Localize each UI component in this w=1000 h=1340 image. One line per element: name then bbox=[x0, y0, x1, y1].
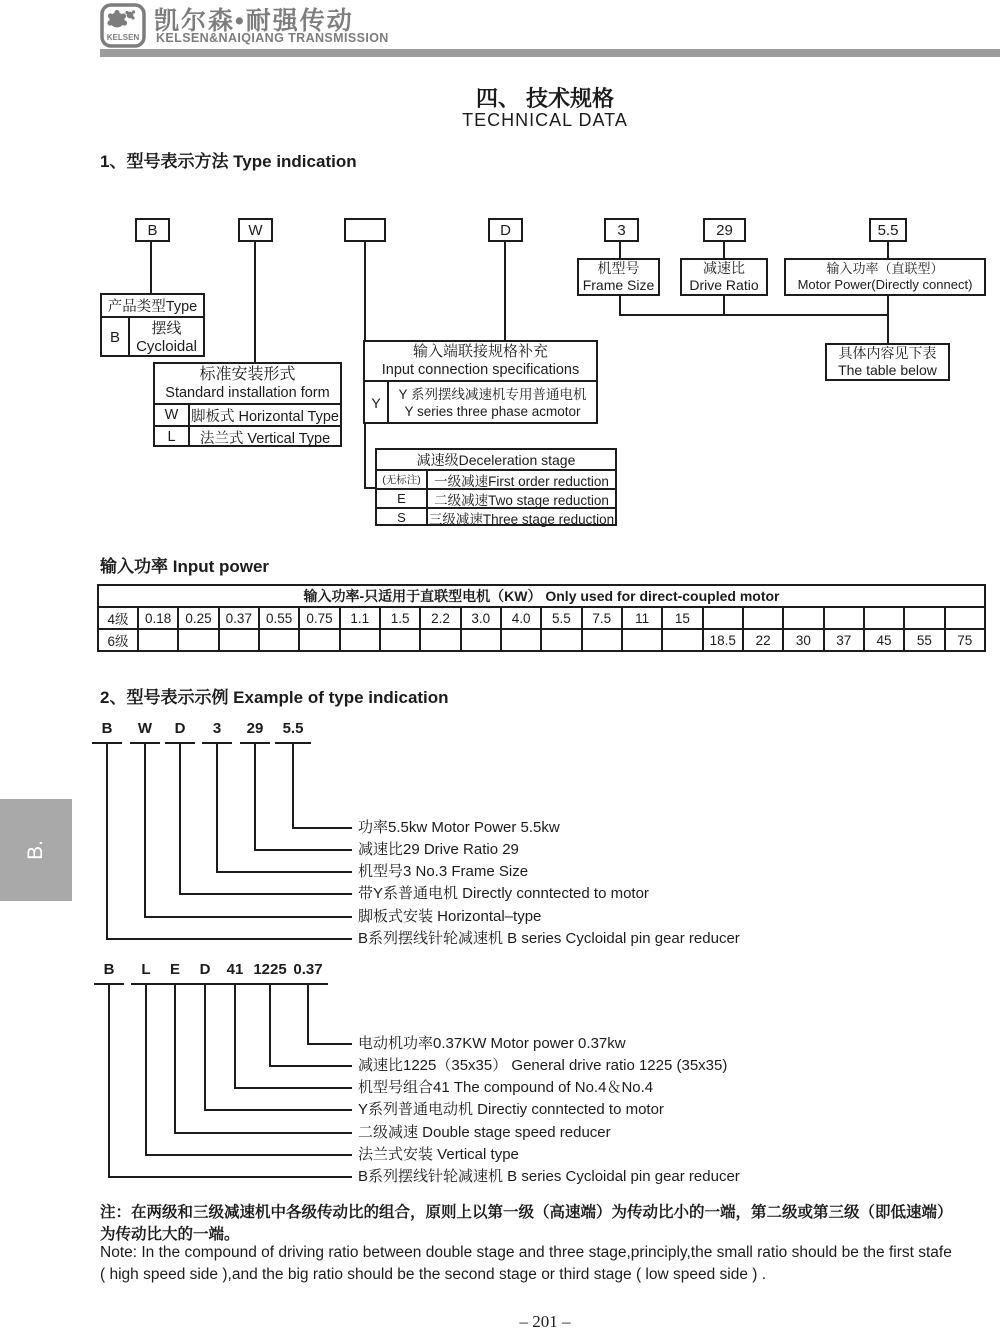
power-cell bbox=[501, 629, 541, 651]
ex2-code: 41 bbox=[220, 961, 250, 985]
code-box-d: D bbox=[488, 218, 523, 242]
installation-code: L bbox=[155, 427, 190, 447]
ex1-code: 3 bbox=[202, 720, 232, 744]
power-cell: 45 bbox=[864, 629, 904, 651]
installation-header-cn: 标准安装形式 bbox=[199, 365, 296, 383]
power-cell bbox=[582, 629, 622, 651]
ex1-code: 29 bbox=[240, 720, 270, 744]
input-connection-label-cn: Y 系列摆线减速机专用普通电机 bbox=[398, 387, 587, 402]
input-connection-label-en: Y series three phase acmotor bbox=[404, 404, 581, 419]
power-cell: 0.37 bbox=[219, 607, 259, 629]
power-cell bbox=[461, 629, 501, 651]
power-cell: 18.5 bbox=[703, 629, 743, 651]
table-below-en: The table below bbox=[838, 362, 937, 378]
ex1-label: 带Y系普通电机 Directly conntected to motor bbox=[358, 885, 649, 902]
leader-line bbox=[292, 742, 294, 828]
power-cell bbox=[703, 607, 743, 629]
power-cell bbox=[138, 629, 178, 651]
deceleration-box bbox=[375, 448, 617, 526]
power-cell bbox=[178, 629, 218, 651]
leader-line bbox=[307, 1043, 352, 1045]
power-cell: 15 bbox=[662, 607, 702, 629]
deceleration-code: (无标注) bbox=[377, 471, 428, 488]
power-heading: 输入功率 Input power bbox=[100, 557, 270, 576]
ex1-label: 脚板式安装 Horizontal–type bbox=[358, 908, 542, 925]
page-number: – 201 – bbox=[519, 1312, 571, 1331]
table-below-box bbox=[825, 343, 950, 381]
product-type-code: B bbox=[102, 318, 130, 357]
connector-line bbox=[619, 296, 621, 314]
power-cell: 0.75 bbox=[299, 607, 339, 629]
leader-line bbox=[174, 983, 176, 1133]
header-divider-bar bbox=[100, 49, 1000, 57]
connector-line bbox=[504, 242, 506, 340]
leader-line bbox=[234, 1087, 352, 1089]
product-type-header: 产品类型Type bbox=[102, 295, 203, 318]
power-cell bbox=[904, 607, 944, 629]
power-row-label: 4级 bbox=[98, 607, 138, 629]
leader-line bbox=[108, 983, 110, 1177]
leader-line bbox=[144, 916, 352, 918]
ex2-label: Y系列普通电动机 Directiy conntected to motor bbox=[358, 1101, 664, 1118]
leader-line bbox=[216, 871, 352, 873]
leader-line bbox=[307, 983, 309, 1044]
power-cell bbox=[299, 629, 339, 651]
ex1-label: 机型号3 No.3 Frame Size bbox=[358, 863, 529, 880]
deceleration-header: 减速级Deceleration stage bbox=[377, 450, 615, 471]
code-box-b: B bbox=[135, 218, 170, 242]
table-below-cn: 具体内容见下表 bbox=[838, 345, 937, 361]
leader-line bbox=[179, 893, 352, 895]
kelsen-logo-icon bbox=[100, 3, 146, 48]
deceleration-code: S bbox=[377, 509, 428, 526]
input-connection-code: Y bbox=[365, 382, 389, 424]
ex2-code: 0.37 bbox=[288, 961, 328, 985]
leader-line bbox=[179, 742, 181, 894]
power-cell: 4.0 bbox=[501, 607, 541, 629]
ex2-code: D bbox=[190, 961, 220, 985]
leader-line bbox=[292, 827, 352, 829]
ex1-label: 减速比29 Drive Ratio 29 bbox=[358, 841, 519, 858]
ex2-label: 电动机功率0.37KW Motor power 0.37kw bbox=[358, 1035, 626, 1052]
power-cell bbox=[824, 607, 864, 629]
installation-label: 法兰式 Vertical Type bbox=[199, 430, 331, 447]
power-cell: 55 bbox=[904, 629, 944, 651]
connector-line bbox=[887, 296, 889, 314]
section2-heading: 2、型号表示示例 Example of type indication bbox=[100, 688, 449, 707]
drive-ratio-cn: 减速比 bbox=[703, 260, 745, 276]
product-type-box bbox=[100, 293, 205, 357]
deceleration-row bbox=[377, 471, 615, 490]
connector-line bbox=[619, 242, 621, 258]
note-en-line1: Note: In the compound of driving ratio between double stage and three stage,principly,the small ratio should be the first stafe bbox=[100, 1244, 952, 1261]
power-cell bbox=[219, 629, 259, 651]
code-box-3: 3 bbox=[604, 218, 639, 242]
frame-size-en: Frame Size bbox=[582, 277, 655, 293]
power-cell: 3.0 bbox=[461, 607, 501, 629]
installation-code: W bbox=[155, 405, 190, 425]
ex2-label: 法兰式安装 Vertical type bbox=[358, 1146, 519, 1163]
ex2-code: L bbox=[131, 961, 161, 985]
installation-header-en: Standard installation form bbox=[165, 384, 330, 401]
ex1-label: B系列摆线针轮减速机 B series Cycloidal pin gear reducer bbox=[358, 930, 740, 947]
leader-line bbox=[144, 742, 146, 917]
leader-line bbox=[106, 742, 108, 939]
ex1-label: 功率5.5kw Motor Power 5.5kw bbox=[358, 819, 560, 836]
power-cell: 0.18 bbox=[138, 607, 178, 629]
input-connection-header-en: Input connection specifications bbox=[381, 362, 580, 378]
deceleration-label: 一级减速First order reduction bbox=[434, 473, 609, 489]
code-box-blank bbox=[344, 218, 386, 242]
power-cell bbox=[783, 607, 823, 629]
ex2-label: 二级减速 Double stage speed reducer bbox=[358, 1124, 611, 1141]
power-cell: 0.25 bbox=[178, 607, 218, 629]
deceleration-label: 二级减速Two stage reduction bbox=[434, 492, 609, 508]
power-cell: 37 bbox=[824, 629, 864, 651]
section-side-tab bbox=[0, 799, 72, 901]
ex1-code: B bbox=[92, 720, 122, 744]
connector-line bbox=[254, 242, 256, 362]
brand-name-cn: 凯尔森•耐强传动 bbox=[154, 7, 354, 35]
installation-label: 脚板式 Horizontal Type bbox=[190, 408, 339, 425]
ex1-code: 5.5 bbox=[275, 720, 311, 744]
leader-line bbox=[145, 983, 147, 1155]
frame-size-box bbox=[577, 258, 660, 296]
ex2-code: E bbox=[160, 961, 190, 985]
drive-ratio-en: Drive Ratio bbox=[689, 277, 759, 293]
installation-box bbox=[153, 362, 342, 447]
power-table-row-6pole bbox=[98, 629, 985, 651]
motor-power-box bbox=[784, 258, 986, 296]
power-cell: 30 bbox=[783, 629, 823, 651]
drive-ratio-box bbox=[680, 258, 768, 296]
connector-line bbox=[887, 314, 889, 343]
ex2-label: 机型号组合41 The compound of No.4＆No.4 bbox=[358, 1079, 654, 1096]
connector-line bbox=[619, 314, 889, 316]
ex1-code: W bbox=[130, 720, 160, 744]
leader-line bbox=[216, 742, 218, 872]
ex2-code: B bbox=[94, 961, 124, 985]
leader-line bbox=[254, 742, 256, 850]
leader-line bbox=[269, 1065, 352, 1067]
power-cell bbox=[622, 629, 662, 651]
product-type-name-en: Cycloidal bbox=[136, 337, 197, 355]
power-cell bbox=[380, 629, 420, 651]
deceleration-row bbox=[377, 509, 615, 526]
ex1-code: D bbox=[165, 720, 195, 744]
note-en-line2: ( high speed side ),and the big ratio should be the second stage or third stage ( low speed side ) . bbox=[100, 1266, 767, 1283]
power-cell: 5.5 bbox=[541, 607, 581, 629]
leader-line bbox=[108, 1176, 352, 1178]
power-cell bbox=[864, 607, 904, 629]
installation-row bbox=[155, 427, 340, 447]
note-cn-line1: 注：在两级和三级减速机中各级传动比的组合，原则上以第一级（高速端）为传动比小的一端，第二级或第三级（即低速端） bbox=[100, 1204, 953, 1221]
power-table-header: 输入功率-只适用于直联型电机（KW） Only used for direct-coupled motor bbox=[98, 585, 985, 607]
section1-heading: 1、型号表示方法 Type indication bbox=[100, 152, 357, 171]
power-cell: 2.2 bbox=[420, 607, 460, 629]
power-cell bbox=[420, 629, 460, 651]
leader-line bbox=[204, 983, 206, 1110]
power-cell bbox=[340, 629, 380, 651]
power-cell: 1.5 bbox=[380, 607, 420, 629]
ex2-code: 1225 bbox=[248, 961, 292, 985]
leader-line bbox=[204, 1109, 352, 1111]
power-cell: 0.55 bbox=[259, 607, 299, 629]
power-cell: 75 bbox=[945, 629, 985, 651]
power-table-row-4pole bbox=[98, 607, 985, 629]
deceleration-label: 三级减速Three stage reduction bbox=[428, 511, 615, 527]
page-title-en: TECHNICAL DATA bbox=[462, 110, 628, 130]
connector-line bbox=[150, 242, 152, 293]
leader-line bbox=[254, 849, 352, 851]
leader-line bbox=[269, 983, 271, 1066]
power-cell bbox=[541, 629, 581, 651]
power-cell bbox=[259, 629, 299, 651]
installation-row bbox=[155, 405, 340, 427]
leader-line bbox=[234, 983, 236, 1088]
code-box-55: 5.5 bbox=[869, 218, 907, 242]
leader-line bbox=[106, 938, 352, 940]
power-cell: 11 bbox=[622, 607, 662, 629]
ex2-label: 减速比1225（35x35） General drive ratio 1225 (35x35) bbox=[358, 1057, 728, 1074]
power-cell: 1.1 bbox=[340, 607, 380, 629]
note-cn-line2: 为传动比大的一端。 bbox=[100, 1226, 240, 1243]
power-cell: 7.5 bbox=[582, 607, 622, 629]
connector-line bbox=[887, 242, 889, 258]
connector-line bbox=[723, 242, 725, 258]
leader-line bbox=[174, 1132, 352, 1134]
connector-line bbox=[723, 296, 725, 314]
ex2-label: B系列摆线针轮减速机 B series Cycloidal pin gear reducer bbox=[358, 1168, 740, 1185]
page-title-cn: 四、 技术规格 bbox=[475, 86, 615, 111]
input-connection-header-cn: 输入端联接规格补充 bbox=[412, 343, 548, 360]
power-row-label: 6级 bbox=[98, 629, 138, 651]
motor-power-cn: 输入功率（直联型） bbox=[826, 261, 944, 276]
product-type-name-cn: 摆线 bbox=[151, 319, 182, 337]
deceleration-code: E bbox=[377, 490, 428, 507]
code-box-w: W bbox=[238, 218, 273, 242]
input-power-table bbox=[97, 584, 986, 652]
frame-size-cn: 机型号 bbox=[597, 260, 640, 276]
code-box-29: 29 bbox=[703, 218, 746, 242]
power-cell: 22 bbox=[743, 629, 783, 651]
logo-badge-text: KELSEN bbox=[106, 33, 140, 42]
input-connection-box bbox=[363, 340, 598, 424]
deceleration-row bbox=[377, 490, 615, 509]
power-cell bbox=[945, 607, 985, 629]
side-tab-label: B. bbox=[24, 840, 47, 860]
motor-power-en: Motor Power(Directly connect) bbox=[797, 277, 973, 292]
power-cell bbox=[743, 607, 783, 629]
power-cell bbox=[662, 629, 702, 651]
brand-name-en: KELSEN&NAIQIANG TRANSMISSION bbox=[156, 31, 389, 45]
leader-line bbox=[145, 1154, 352, 1156]
